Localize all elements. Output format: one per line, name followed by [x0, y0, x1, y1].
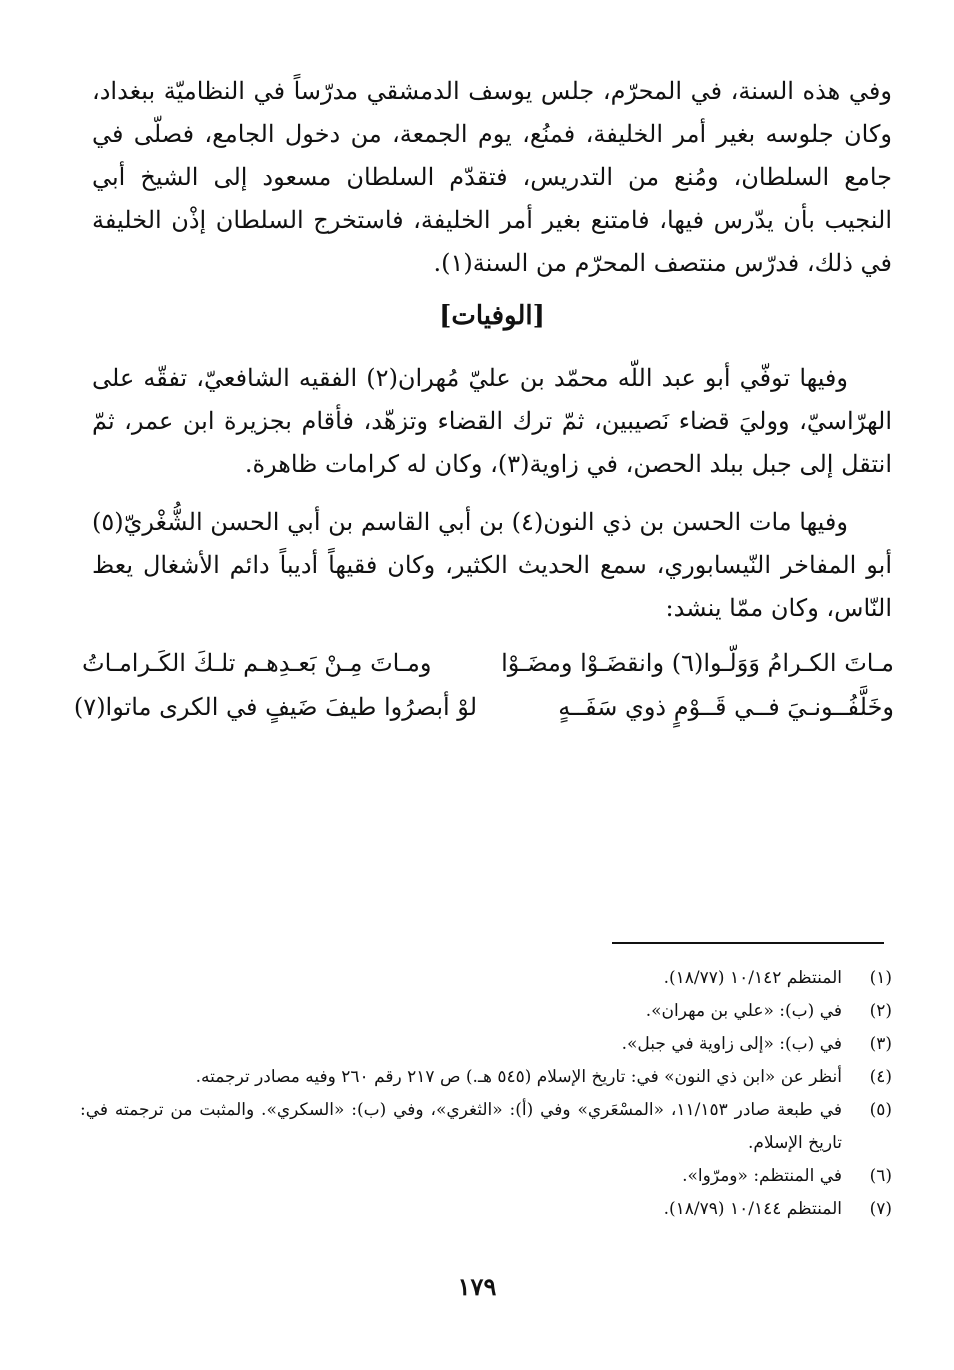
footnote-number: (٣) [869, 1034, 892, 1054]
footnote-item [80, 995, 892, 1028]
paragraph-opening: وفي هذه السنة، في المحرّم، جلس يوسف الدمشقي مدرّساً في النظاميّة ببغداد، وكان جلوسه بغير أمر الخليفة، فمنُع، يوم الجمعة، من دخول الجامع، فصلّى في جامع السلطان، ومُنع من التدريس، فتقدّم السلطان مسعود إلى الشيخ أبي النجيب بأن يدّرس فيها، فامتنع بغير أمر الخليفة، فاستخرج السلطان إذْن الخليفة في ذلك، فدرّس منتصف المحرّم من السنة(١). [92, 77, 892, 277]
footnotes-list [80, 962, 892, 1226]
footnote-text: المنتظم ١٠/١٤٤ (١٨/٧٩). [663, 1199, 842, 1219]
footnote-text: أنظر عن «ابن ذي النون» في: تاريخ الإسلام (٥٤٥ هـ.) ص ٢١٧ رقم ٢٦٠ وفيه مصادر ترجمته. [195, 1067, 842, 1087]
verse-second-hemistich: لوْ أبصرُوا طيفَ ضَيفٍ في الكرى ماتوا(٧) [73, 693, 477, 721]
footnote-number: (٧) [869, 1199, 892, 1219]
paragraph-death-hasan: وفيها مات الحسن بن ذي النون(٤) بن أبي القاسم بن أبي الحسن الشُّغْريّ(٥) أبو المفاخر النّيسابوري، سمع الحديث الكثير، وكان فقيهاً أديباً دائم الأشغال يعظ النّاس، وكان ممّا ينشد: [92, 508, 892, 622]
footnote-number: (٦) [869, 1166, 892, 1186]
paragraph-death-muhammad: وفيها توفّي أبو عبد اللّه محمّد بن عليّ مُهران(٢) الفقيه الشافعيّ، تفقّه على الهرّاسيّ، ووليَ قضاء نَصيبين، ثمّ ترك القضاء وتزهّد، فأقام بجزيرة ابن عمر، ثمّ انتقل إلى جبل ببلد الحصن، في زاوية(٣)، وكان له كرامات ظاهرة. [92, 364, 892, 478]
footnote-item [80, 1193, 892, 1226]
footnote-number: (١) [869, 968, 892, 988]
footnote-item [80, 1061, 892, 1094]
footnote-number: (٥) [869, 1100, 892, 1120]
footnote-item [80, 1160, 892, 1193]
footnote-item [80, 1094, 892, 1160]
footnote-text: في المنتظم: «ومرّوا». [682, 1166, 842, 1186]
footnote-number: (٤) [869, 1067, 892, 1087]
poem-verses [73, 642, 894, 730]
page-number: ١٧٩ [457, 1272, 497, 1301]
footnote-text: في (ب): «علي بن مهران». [645, 1001, 842, 1021]
footnote-text: في طبعة صادر ١١/١٥٣، «المسْعَري» وفي (أ): «الثغري»، وفي (ب): «السكري». والمثبت من ترجمته في: تاريخ الإسلام. [80, 1100, 842, 1153]
verse-line [82, 642, 894, 686]
footnote-number: (٢) [869, 1001, 892, 1021]
verse-second-hemistich: ومـاتَ مِـنْ بَعـدِهـم تلـكَ الكَـرامـاتُ [82, 649, 432, 677]
verse-first-hemistich: مـاتَ الكـرامُ وَوَلّـوا(٦) وانقضَـوْا ومضَـوْا [501, 649, 894, 677]
footnote-text: المنتظم ١٠/١٤٢ (١٨/٧٧). [663, 968, 842, 988]
verse-first-hemistich: وخَلَّفُــونـيَ فــي قَــوْمٍ ذوي سَفَــهٍ [558, 693, 894, 721]
footnote-item [80, 962, 892, 995]
verse-line [73, 686, 894, 730]
footnote-item [80, 1028, 892, 1061]
section-heading-deaths: [الوفيات] [439, 301, 545, 331]
footnote-divider [612, 942, 884, 944]
footnote-text: في (ب): «إلى زاوية في جبل». [621, 1034, 842, 1054]
